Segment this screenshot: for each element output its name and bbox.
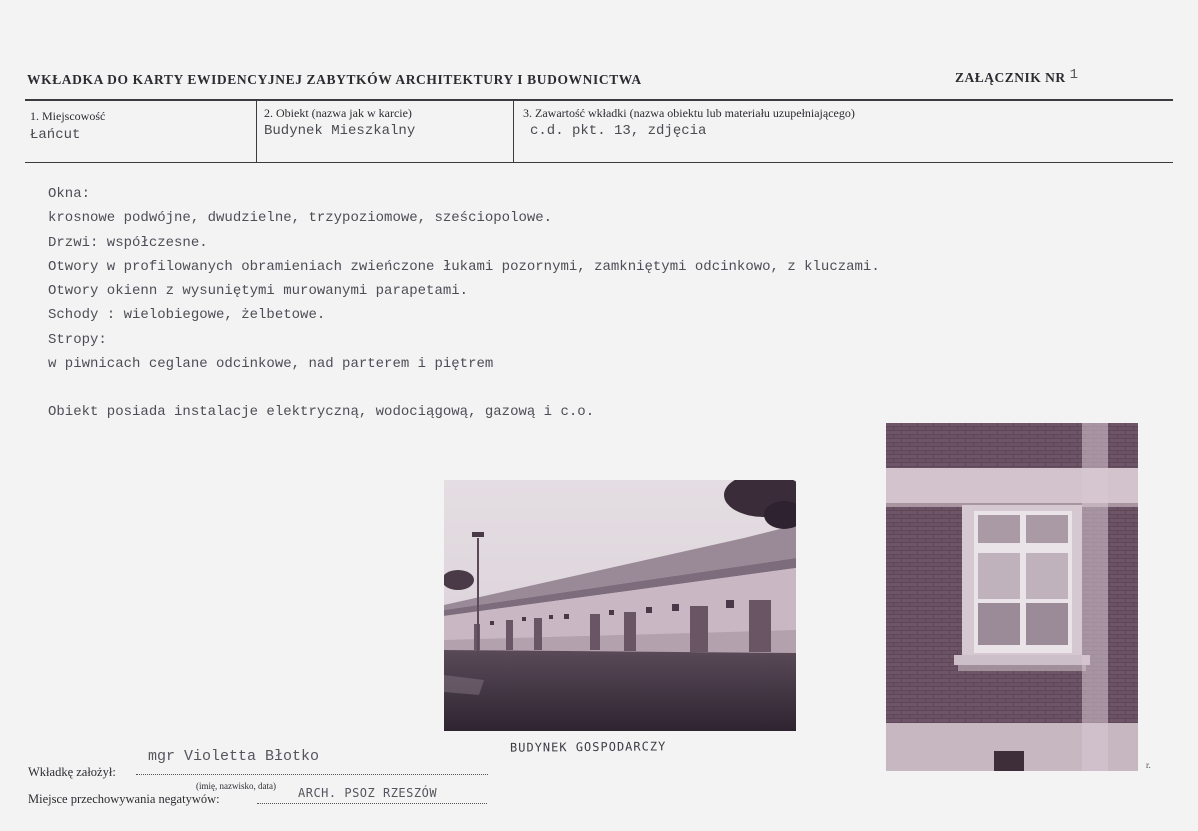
photo-caption: BUDYNEK GOSPODARCZY <box>509 739 667 755</box>
description-text <box>48 182 1138 425</box>
edge-mark: r. <box>1146 760 1151 770</box>
author-label: Wkładkę założył: <box>28 765 116 779</box>
description-line: Okna: <box>48 186 91 202</box>
fields-rule <box>25 162 1173 163</box>
description-line: krosnowe podwójne, dwudzielne, trzypoziomowe, sześciopolowe. <box>48 210 553 227</box>
description-line: Otwory w profilowanych obramieniach zwieńczone łukami pozornymi, zamkniętymi odcinkowo, z kluczami. <box>48 258 880 275</box>
storage-dotted-line <box>257 803 487 804</box>
annex-label <box>955 67 1079 87</box>
field-value-object: Budynek Mieszkalny <box>264 123 416 139</box>
annex-number: 1 <box>1069 67 1079 83</box>
column-divider-2 <box>513 100 514 163</box>
photo-window-detail <box>886 423 1138 771</box>
field-label-content: 3. Zawartość wkładki (nazwa obiektu lub materiału uzupełniającego) <box>523 106 855 120</box>
storage-label: Miejsce przechowywania negatywów: <box>28 792 220 806</box>
photo-farm-building <box>444 480 796 731</box>
annex-label-text: ZAŁĄCZNIK NR <box>955 70 1066 85</box>
field-label-object: 2. Obiekt (nazwa jak w karcie) <box>264 106 412 120</box>
author-name: mgr Violetta Błotko <box>148 748 320 765</box>
author-dotted-line <box>136 774 488 775</box>
photo-farm-building-image <box>444 480 796 731</box>
description-line: Schody : wielobiegowe, żelbetowe. <box>48 307 326 324</box>
storage-value: ARCH. PSOZ RZESZÓW <box>298 786 438 800</box>
field-value-locality: Łańcut <box>30 127 81 143</box>
description-line: Stropy: <box>48 331 107 348</box>
author-note: (imię, nazwisko, data) <box>196 781 276 791</box>
header-rule <box>25 99 1173 101</box>
description-final-line: Obiekt posiada instalacje elektryczną, wodociągową, gazową i c.o. <box>48 404 595 421</box>
description-line: Otwory okienn z wysuniętymi murowanymi parapetami. <box>48 283 469 300</box>
column-divider-1 <box>256 100 257 163</box>
document-title: WKŁADKA DO KARTY EWIDENCYJNEJ ZABYTKÓW ARCHITEKTURY I BUDOWNICTWA <box>27 72 642 87</box>
description-line: Drzwi: współczesne. <box>48 234 208 251</box>
field-value-content: c.d. pkt. 13, zdjęcia <box>530 123 707 139</box>
description-line: w piwnicach ceglane odcinkowe, nad parterem i piętrem <box>48 356 494 373</box>
photo-window-detail-image <box>886 423 1138 771</box>
field-label-locality: 1. Miejscowość <box>30 109 106 123</box>
